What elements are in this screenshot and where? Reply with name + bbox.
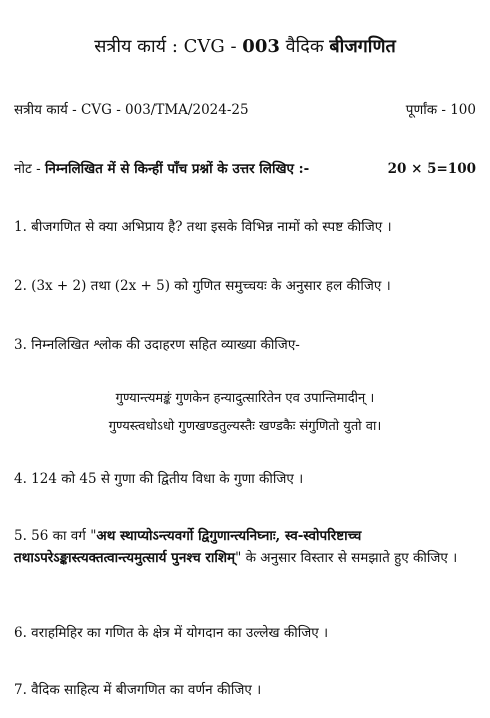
question-6: 6. वराहमिहिर का गणित के क्षेत्र में योगदान का उल्लेख कीजिए । <box>14 625 329 641</box>
note-instruction: निम्नलिखित में से किन्हीं पाँच प्रश्नों के उत्तर लिखिए :- <box>44 161 310 177</box>
marks-distribution: 20 × 5=100 <box>387 161 476 177</box>
question-7: 7. वैदिक साहित्य में बीजगणित का वर्णन कीजिए । <box>14 682 262 698</box>
question-4: 4. 124 को 45 से गुणा की द्वितीय विधा के गुणा कीजिए । <box>14 471 304 487</box>
title-prefix: सत्रीय कार्य : CVG - <box>94 36 243 57</box>
max-marks: पूर्णांक - 100 <box>405 102 476 118</box>
note-row <box>14 159 476 179</box>
note-prefix: नोट - <box>14 161 45 177</box>
assignment-code: सत्रीय कार्य - CVG - 003/TMA/2024-25 <box>14 102 249 118</box>
meta-row <box>14 100 476 120</box>
title-course-number: 003 <box>242 36 280 57</box>
verse-line-1: गुण्यान्त्यमङ्कं गुणकेन हन्यादुत्सारितेन एव उपान्तिमादीन् । <box>115 391 375 406</box>
question-2: 2. (3x + 2) तथा (2x + 5) को गुणित समुच्चयः के अनुसार हल कीजिए । <box>14 278 391 294</box>
question-1: 1. बीजगणित से क्या अभिप्राय है? तथा इसके विभिन्न नामों को स्पष्ट कीजिए । <box>14 219 392 235</box>
page-title <box>0 34 490 60</box>
verse-line-2: गुण्यस्त्वधोऽधो गुणखण्डतुल्यस्तैः खण्डकैः संगुणितो युतो वा। <box>108 419 382 434</box>
question-3: 3. निम्नलिखित श्लोक की उदाहरण सहित व्याख्या कीजिए- <box>14 337 300 353</box>
title-subject: बीजगणित <box>329 36 396 57</box>
question-5-post: " के अनुसार विस्तार से समझाते हुए कीजिए । <box>235 550 458 566</box>
title-mid: वैदिक <box>279 36 330 57</box>
question-5-sutra: अथ स्थाप्योऽन्त्यवर्गो द्विगुणान्त्यनिघ्नाः, स्व-स्वोपरिष्टाच्च तथाऽपरेऽङ्कास्त्यक्तत्वान्त्यमुत्सार्य पुनश्च राशिम् <box>14 528 362 566</box>
question-5-pre: 5. 56 का वर्ग " <box>14 528 97 544</box>
question-5 <box>14 525 478 569</box>
